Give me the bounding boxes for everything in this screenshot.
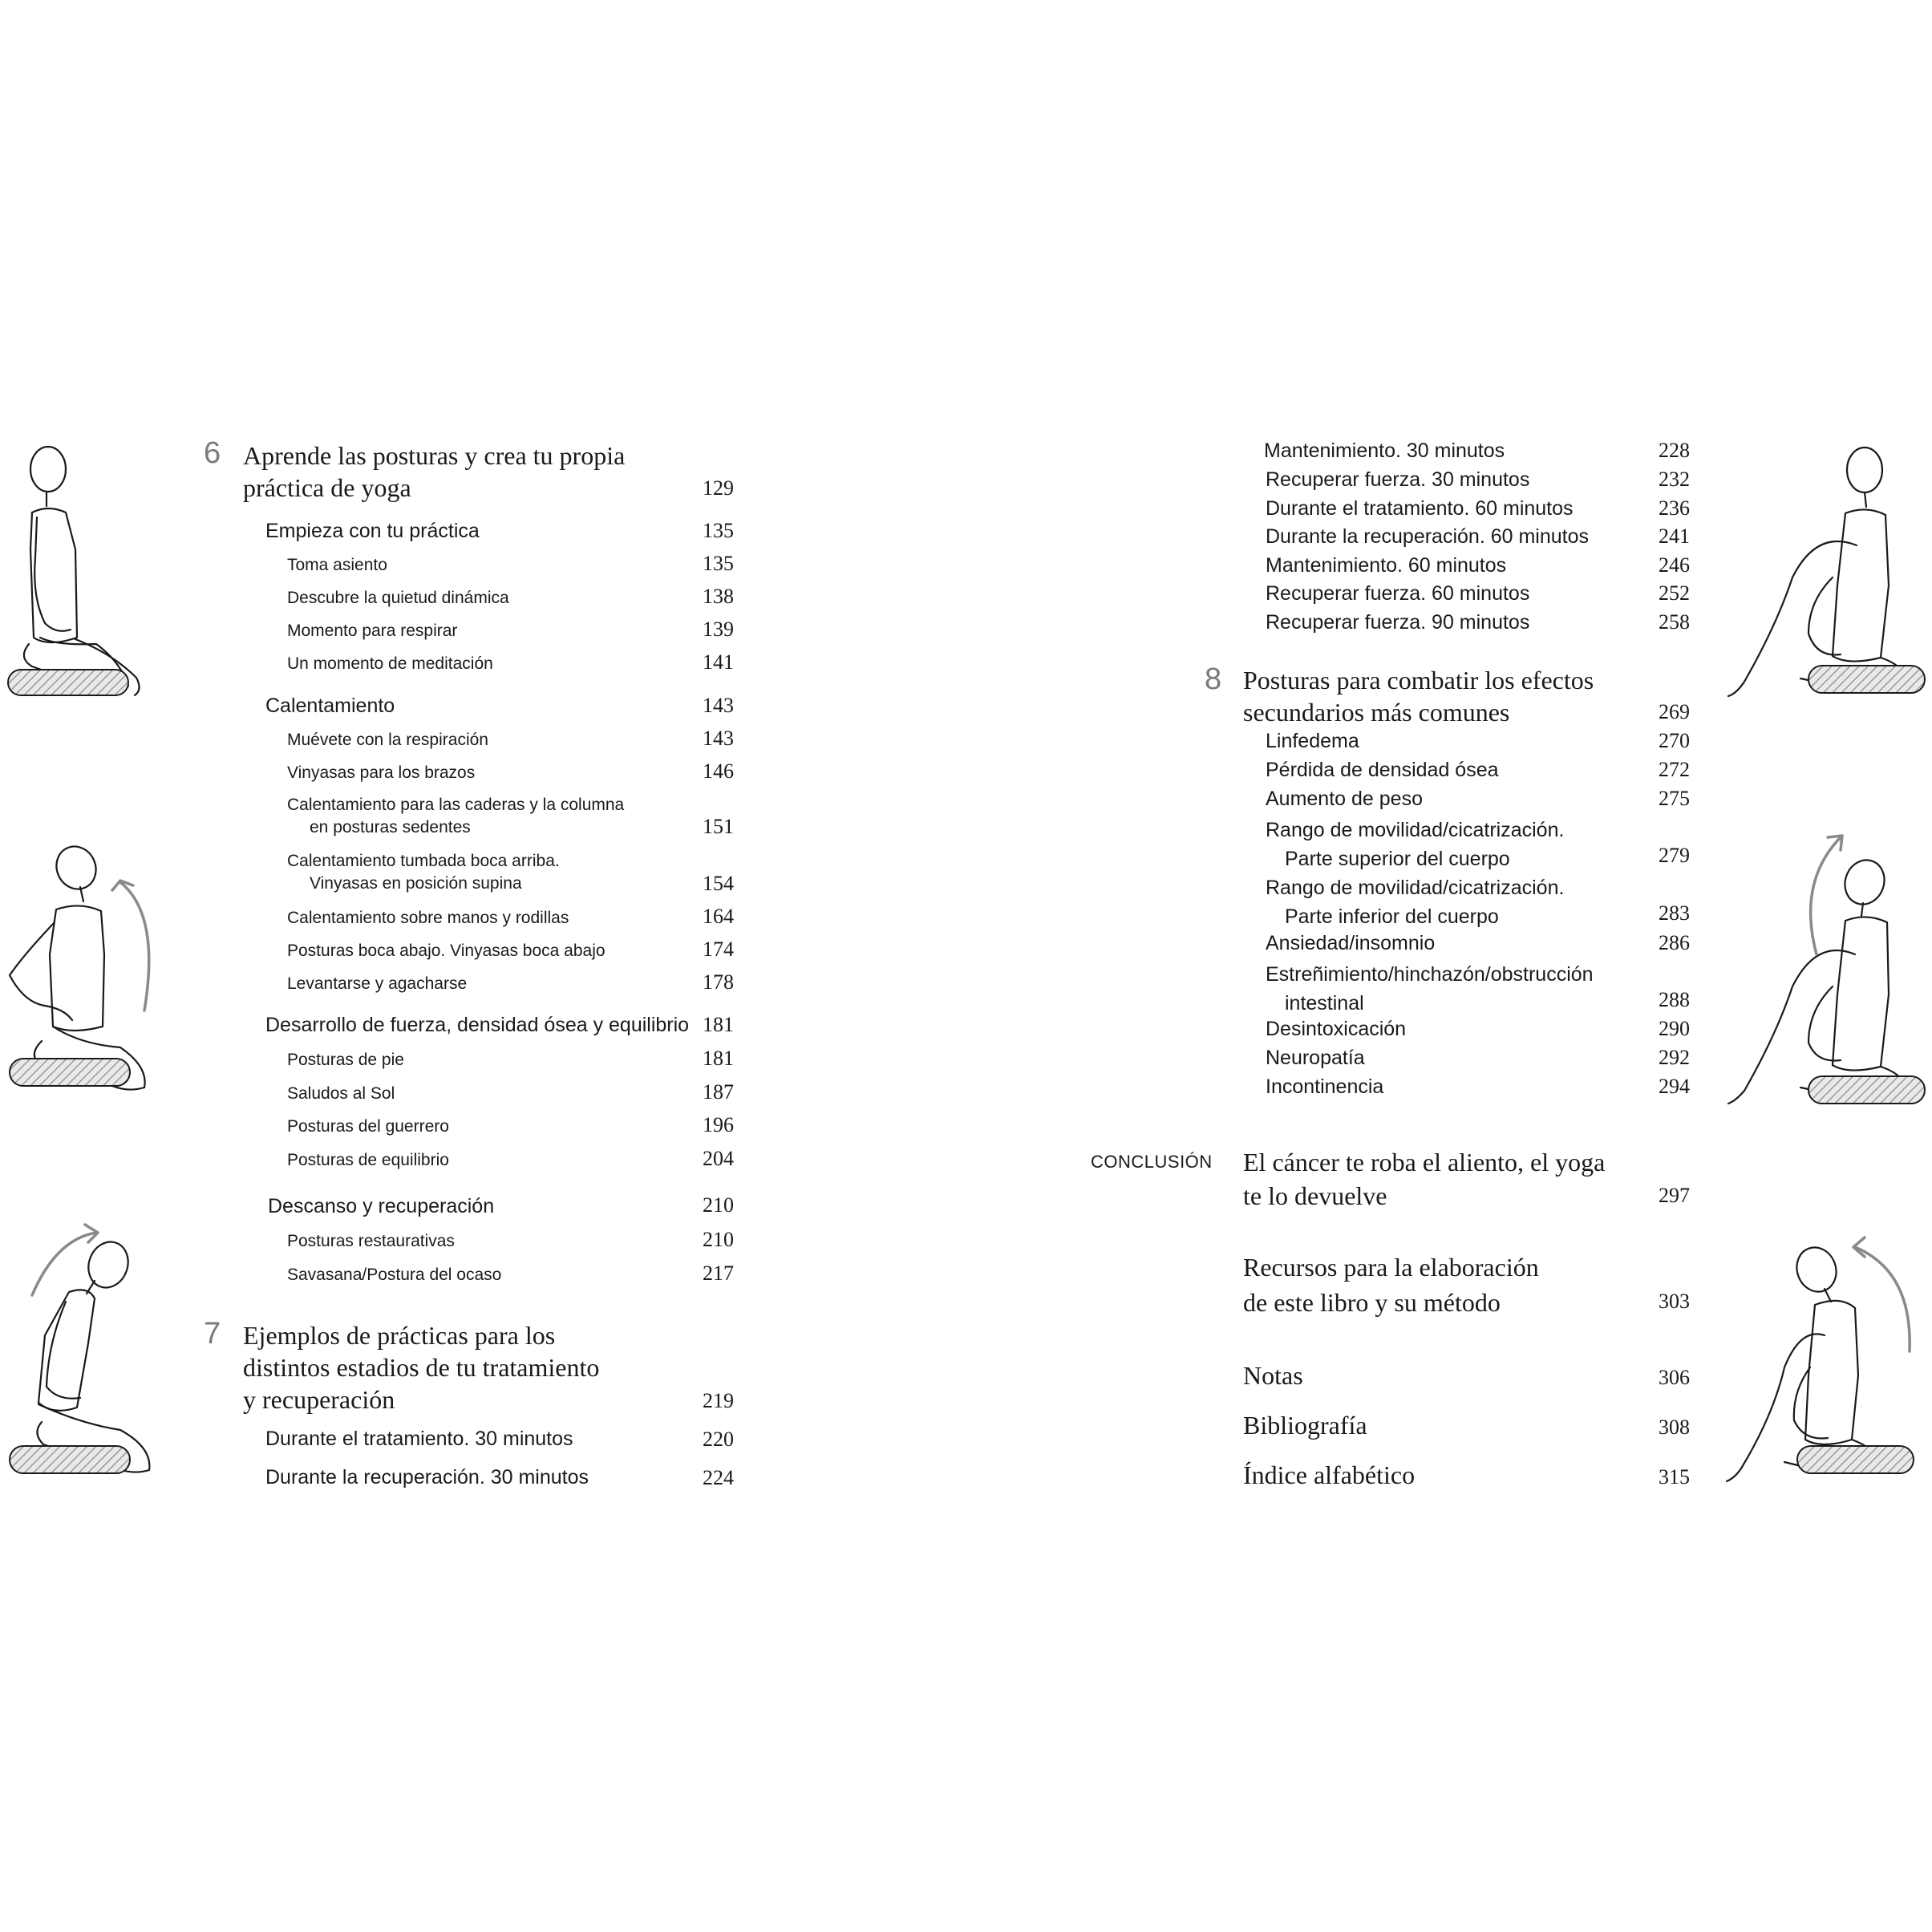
section-desarrollo-page: 181: [703, 1013, 734, 1036]
toc-entry-line-2: intestinal: [1285, 992, 1364, 1015]
toc-entry[interactable]: Posturas del guerrero: [287, 1117, 449, 1136]
toc-entry-line-2: Vinyasas en posición supina: [310, 874, 522, 893]
toc-entry[interactable]: Aumento de peso: [1266, 788, 1423, 810]
chapter-6-title-line-1: Aprende las posturas y crea tu propia: [243, 441, 626, 470]
chapter-7-title-line-3: y recuperación: [243, 1385, 395, 1414]
toc-entry-page: 178: [703, 970, 734, 994]
conclusion-title-line-1: El cáncer te roba el aliento, el yoga: [1243, 1148, 1606, 1177]
toc-entry[interactable]: Desintoxicación: [1266, 1018, 1407, 1040]
toc-entry-page: 290: [1659, 1017, 1690, 1040]
chapter-7-page: 219: [703, 1389, 734, 1412]
indice-page: 315: [1659, 1465, 1690, 1488]
toc-entry[interactable]: Vinyasas para los brazos: [287, 763, 476, 782]
toc-entry[interactable]: Un momento de meditación: [287, 654, 493, 673]
bibliografia-page: 308: [1659, 1416, 1690, 1439]
section-desarrollo[interactable]: Desarrollo de fuerza, densidad ósea y equilibrio: [265, 1014, 690, 1036]
toc-entry[interactable]: Ansiedad/insomnio: [1266, 932, 1436, 954]
section-descanso-page: 210: [703, 1193, 734, 1217]
toc-entry-multiline[interactable]: [287, 850, 560, 895]
toc-entry-page: 210: [703, 1228, 734, 1251]
conclusion-title[interactable]: [1243, 1145, 1605, 1213]
toc-entry[interactable]: Incontinencia: [1266, 1075, 1384, 1098]
chapter-8-number: 8: [1205, 662, 1222, 696]
toc-entry-page: 286: [1659, 931, 1690, 954]
toc-entry-page: 217: [703, 1262, 734, 1285]
toc-entry[interactable]: Descubre la quietud dinámica: [287, 589, 509, 607]
seated-knee-hug-look-up-icon: [1720, 818, 1929, 1115]
toc-entry-page: 196: [703, 1113, 734, 1136]
toc-entry[interactable]: Posturas de equilibrio: [287, 1151, 449, 1169]
toc-entry[interactable]: Calentamiento sobre manos y rodillas: [287, 909, 569, 927]
toc-entry-page: 220: [703, 1428, 734, 1451]
toc-entry-page: 272: [1659, 758, 1690, 781]
toc-entry-page: 138: [703, 585, 734, 608]
conclusion-kicker: CONCLUSIÓN: [1091, 1152, 1213, 1172]
toc-entry-page: 135: [703, 552, 734, 575]
toc-entry-page: 204: [703, 1147, 734, 1170]
toc-entry-multiline[interactable]: [287, 794, 624, 839]
bibliografia-title[interactable]: Bibliografía: [1243, 1411, 1367, 1440]
toc-entry-page: 288: [1659, 988, 1690, 1011]
recursos-title-line-2: de este libro y su método: [1243, 1288, 1501, 1317]
toc-entry-page: 187: [703, 1080, 734, 1104]
chapter-7-title-line-1: Ejemplos de prácticas para los: [243, 1321, 556, 1350]
toc-entry[interactable]: Durante la recuperación. 60 minutos: [1266, 525, 1590, 548]
toc-entry-line-2: Parte inferior del cuerpo: [1285, 905, 1499, 928]
toc-entry-page: 279: [1659, 844, 1690, 867]
toc-entry[interactable]: Linfedema: [1266, 730, 1359, 752]
conclusion-title-line-2: te lo devuelve: [1243, 1181, 1387, 1210]
chapter-6-title-line-2: práctica de yoga: [243, 473, 411, 502]
section-calentamiento-page: 143: [703, 694, 734, 717]
toc-entry-page: 275: [1659, 787, 1690, 810]
kneeling-figure-look-up-icon: [0, 834, 160, 1111]
toc-entry-page: 294: [1659, 1075, 1690, 1098]
toc-entry[interactable]: Durante el tratamiento. 30 minutos: [265, 1428, 573, 1450]
toc-entry[interactable]: Momento para respirar: [287, 622, 458, 640]
recursos-title[interactable]: [1243, 1250, 1539, 1320]
toc-entry-page: 154: [703, 872, 734, 895]
chapter-6-number: 6: [204, 436, 221, 470]
toc-entry-page: 236: [1659, 496, 1690, 520]
kneeling-figure-bow-icon: [0, 1215, 160, 1492]
toc-entry-page: 228: [1659, 439, 1690, 462]
toc-entry-page: 146: [703, 759, 734, 783]
chapter-8-page: 269: [1659, 700, 1690, 723]
seated-knee-hug-bow-icon: [1720, 1231, 1929, 1504]
chapter-7-title-line-2: distintos estadios de tu tratamiento: [243, 1353, 600, 1382]
toc-entry-line-1: Estreñimiento/hinchazón/obstrucción: [1266, 963, 1594, 986]
conclusion-page: 297: [1659, 1184, 1690, 1207]
toc-entry[interactable]: Mantenimiento. 60 minutos: [1266, 554, 1507, 577]
chapter-6-title[interactable]: [243, 439, 625, 504]
toc-entry[interactable]: Recuperar fuerza. 90 minutos: [1266, 611, 1530, 634]
toc-entry-line-2: en posturas sedentes: [310, 818, 471, 836]
section-empieza-page: 135: [703, 519, 734, 542]
toc-entry[interactable]: Toma asiento: [287, 556, 387, 574]
recursos-page: 303: [1659, 1290, 1690, 1313]
toc-entry-page: 224: [703, 1466, 734, 1489]
toc-entry-line-1: Calentamiento para las caderas y la columna: [287, 796, 625, 814]
toc-entry-page: 283: [1659, 901, 1690, 925]
toc-entry[interactable]: Durante el tratamiento. 60 minutos: [1266, 497, 1574, 520]
toc-entry-line-1: Rango de movilidad/cicatrización.: [1266, 877, 1565, 899]
toc-entry[interactable]: Neuropatía: [1266, 1047, 1365, 1069]
toc-entry-page: 164: [703, 905, 734, 928]
notas-page: 306: [1659, 1366, 1690, 1389]
recursos-title-line-1: Recursos para la elaboración: [1243, 1253, 1539, 1282]
toc-entry[interactable]: Savasana/Postura del ocaso: [287, 1266, 502, 1284]
chapter-8-title-line-1: Posturas para combatir los efectos: [1243, 666, 1594, 695]
chapter-6-page: 129: [703, 476, 734, 500]
section-descanso[interactable]: Descanso y recuperación: [268, 1195, 495, 1217]
toc-entry[interactable]: Posturas restaurativas: [287, 1232, 455, 1250]
toc-entry[interactable]: Levantarse y agacharse: [287, 974, 468, 993]
toc-entry-line-1: Rango de movilidad/cicatrización.: [1266, 819, 1565, 841]
toc-entry-page: 139: [703, 618, 734, 641]
toc-entry[interactable]: Posturas de pie: [287, 1051, 404, 1069]
seated-knee-hug-figure-icon: [1720, 441, 1929, 714]
toc-entry-page: 246: [1659, 553, 1690, 577]
toc-entry-page: 181: [703, 1047, 734, 1070]
toc-entry[interactable]: Mantenimiento. 30 minutos: [1264, 439, 1505, 462]
toc-entry[interactable]: Recuperar fuerza. 30 minutos: [1266, 468, 1530, 491]
section-calentamiento[interactable]: Calentamiento: [265, 695, 395, 717]
toc-entry[interactable]: Pérdida de densidad ósea: [1266, 759, 1499, 781]
toc-entry-page: 270: [1659, 729, 1690, 752]
toc-entry[interactable]: Posturas boca abajo. Vinyasas boca abajo: [287, 942, 606, 960]
kneeling-figure-icon: [0, 437, 160, 714]
chapter-7-title[interactable]: [243, 1319, 599, 1416]
toc-entry[interactable]: Recuperar fuerza. 60 minutos: [1266, 582, 1530, 605]
toc-entry-page: 151: [703, 815, 734, 838]
toc-entry-multiline[interactable]: [1266, 873, 1564, 931]
chapter-8-title[interactable]: [1243, 664, 1594, 728]
indice-title[interactable]: Índice alfabético: [1243, 1460, 1416, 1489]
chapter-8-title-line-2: secundarios más comunes: [1243, 698, 1510, 727]
toc-entry-page: 232: [1659, 468, 1690, 491]
toc-entry-page: 141: [703, 650, 734, 674]
toc-entry[interactable]: Durante la recuperación. 30 minutos: [265, 1466, 589, 1488]
toc-entry-page: 143: [703, 727, 734, 750]
toc-entry-multiline[interactable]: [1266, 816, 1564, 873]
chapter-7-number: 7: [204, 1317, 221, 1351]
toc-entry-page: 258: [1659, 610, 1690, 634]
toc-entry-page: 292: [1659, 1046, 1690, 1069]
toc-entry-line-1: Calentamiento tumbada boca arriba.: [287, 852, 560, 870]
toc-entry-page: 174: [703, 938, 734, 961]
toc-entry[interactable]: Saludos al Sol: [287, 1084, 395, 1103]
toc-entry-multiline[interactable]: [1266, 960, 1594, 1018]
toc-entry-page: 252: [1659, 581, 1690, 605]
section-empieza[interactable]: Empieza con tu práctica: [265, 520, 480, 542]
notas-title[interactable]: Notas: [1243, 1361, 1303, 1390]
toc-entry-page: 241: [1659, 525, 1690, 548]
toc-entry[interactable]: Muévete con la respiración: [287, 731, 488, 749]
toc-entry-line-2: Parte superior del cuerpo: [1285, 848, 1510, 870]
